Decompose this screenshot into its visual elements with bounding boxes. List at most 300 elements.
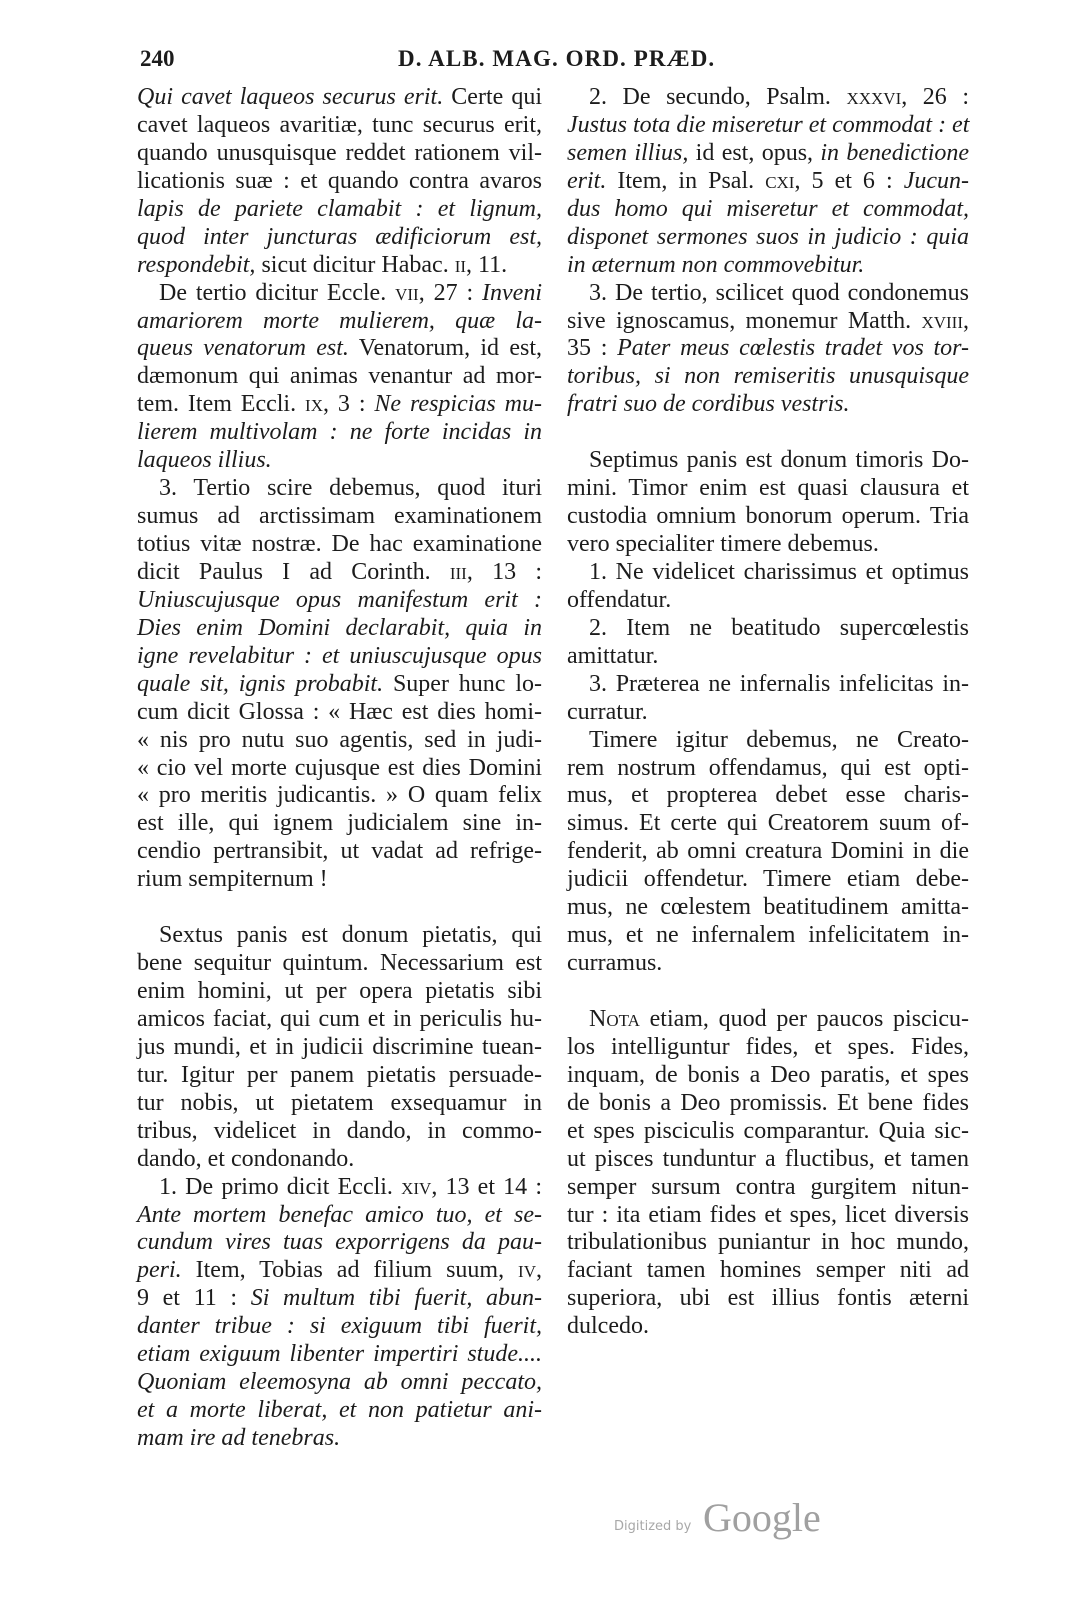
text-line bbox=[137, 1313, 542, 1341]
text-line bbox=[137, 308, 542, 336]
text-line-content bbox=[137, 503, 542, 529]
text-run: 2. De secundo, Psalm. bbox=[589, 84, 847, 110]
text-line-content bbox=[567, 1062, 969, 1088]
paragraph bbox=[567, 447, 969, 559]
text-line-content bbox=[137, 1257, 542, 1283]
italic-text-run: Uniuscujusque opus manifestum erit : bbox=[137, 586, 542, 613]
text-line bbox=[567, 1062, 969, 1090]
right-column bbox=[567, 84, 969, 1341]
paragraph bbox=[567, 727, 969, 978]
text-line-content bbox=[137, 1118, 542, 1144]
text-run: tur. Igitur per panem pietatis persuade- bbox=[137, 1061, 542, 1088]
small-caps-text-run: xxxvi bbox=[846, 84, 902, 110]
text-run: de bonis a Deo promissis. Et bene fides bbox=[567, 1089, 969, 1116]
text-line bbox=[137, 643, 542, 671]
text-line-content bbox=[137, 224, 542, 250]
text-line-content bbox=[567, 1118, 969, 1144]
text-line-content bbox=[137, 196, 542, 222]
text-line-content bbox=[567, 196, 969, 222]
text-line-content bbox=[589, 84, 969, 110]
text-run: curratur. bbox=[567, 698, 648, 725]
text-run: , 5 et 6 : bbox=[794, 167, 904, 194]
text-line bbox=[567, 615, 969, 643]
digitization-watermark bbox=[614, 1495, 844, 1551]
text-run: ut pisces tunduntur a fluctibus, et tamen bbox=[567, 1145, 969, 1172]
italic-text-run: Justus tota die miseretur et commodat : et bbox=[567, 111, 970, 138]
italic-text-run: peri. bbox=[137, 1257, 182, 1284]
text-line-content bbox=[137, 1341, 542, 1367]
text-run: dulcedo. bbox=[567, 1313, 649, 1340]
text-line-content bbox=[137, 84, 542, 110]
text-run: De tertio dicitur Eccle. bbox=[159, 279, 396, 306]
italic-text-run: lierem multivolam : ne forte incidas in bbox=[137, 419, 542, 446]
text-line-content bbox=[137, 1369, 542, 1395]
text-line-content bbox=[137, 1090, 542, 1116]
text-line bbox=[137, 810, 542, 838]
text-line bbox=[137, 1369, 542, 1397]
text-run: id est, opus, bbox=[688, 139, 821, 166]
text-run: licationis suæ : et quando contra avaros bbox=[137, 167, 542, 194]
italic-text-run: toribus, si non remiseritis unusquisque bbox=[567, 363, 969, 390]
text-run: 3. Tertio scire debemus, quod ituri bbox=[159, 475, 542, 502]
text-line-content bbox=[567, 391, 849, 417]
text-run: 3. De tertio, scilicet quod condonemus bbox=[589, 279, 969, 306]
paragraph bbox=[567, 280, 969, 420]
italic-text-run: Inveni bbox=[482, 279, 542, 306]
text-line bbox=[137, 1090, 542, 1118]
text-line-content bbox=[137, 559, 542, 585]
text-run: 1. Ne videlicet charissimus et optimus bbox=[589, 558, 969, 585]
text-line bbox=[567, 1174, 969, 1202]
text-line bbox=[567, 1313, 969, 1341]
text-run: Item, Tobias ad filium suum, bbox=[181, 1257, 519, 1284]
text-line bbox=[137, 1006, 542, 1034]
text-run: totius vitæ nostræ. De hac examinatione bbox=[137, 531, 542, 557]
text-line bbox=[567, 280, 969, 308]
small-caps-text-run: xviii bbox=[921, 307, 963, 334]
text-line-content bbox=[137, 1313, 542, 1339]
text-line-content bbox=[567, 894, 969, 920]
running-title: D. ALB. MAG. ORD. PRÆD. bbox=[398, 46, 716, 71]
text-line-content bbox=[137, 755, 542, 781]
text-run: bene sequitur quintum. Necessarium est bbox=[137, 950, 542, 977]
text-line-content bbox=[137, 168, 542, 194]
text-run: dando, et condonando. bbox=[137, 1145, 355, 1172]
text-run: Timere igitur debemus, ne Creato- bbox=[589, 726, 969, 753]
text-line-content bbox=[589, 727, 969, 753]
text-line bbox=[567, 559, 969, 587]
text-line-content bbox=[137, 1229, 542, 1255]
text-line-content bbox=[589, 1006, 969, 1032]
text-run: etiam, quod per paucos piscicu- bbox=[639, 1005, 969, 1032]
text-line-content bbox=[137, 1146, 354, 1172]
text-line bbox=[137, 391, 542, 419]
text-line-content bbox=[137, 838, 542, 864]
text-run: jus mundi, et in judicii discrimine tuean- bbox=[137, 1033, 542, 1060]
italic-text-run: igne revelabitur : et uniuscujusque opus bbox=[137, 642, 542, 669]
text-line bbox=[137, 280, 542, 308]
text-line-content bbox=[137, 1425, 340, 1451]
text-run: enim homini, ut per opera pietatis sibi bbox=[137, 978, 542, 1004]
italic-text-run: laqueos illius. bbox=[137, 447, 272, 474]
text-line bbox=[567, 1006, 969, 1034]
text-line bbox=[567, 168, 969, 196]
text-line-content bbox=[567, 922, 969, 948]
text-line-content bbox=[567, 363, 969, 389]
text-line bbox=[567, 950, 969, 978]
italic-text-run: Qui cavet laqueos securus erit. bbox=[137, 84, 444, 110]
text-run: Septimus panis est donum timoris Do- bbox=[589, 447, 969, 474]
text-run: cendio pertransibit, ut vadat ad refrige- bbox=[137, 838, 542, 865]
text-line bbox=[567, 587, 969, 615]
text-line bbox=[137, 1285, 542, 1313]
text-run: , 13 : bbox=[466, 558, 542, 585]
text-line-content bbox=[137, 587, 542, 613]
text-line bbox=[137, 838, 542, 866]
text-line bbox=[567, 1285, 969, 1313]
text-line bbox=[137, 224, 542, 252]
italic-text-run: quod inter juncturas ædificiorum est, bbox=[137, 223, 542, 250]
text-section bbox=[567, 447, 969, 978]
text-run: tem. Item Eccli. bbox=[137, 391, 306, 418]
text-line-content bbox=[137, 391, 542, 417]
text-line-content bbox=[137, 419, 542, 445]
text-line-content bbox=[567, 1257, 969, 1283]
italic-text-run: Jucun- bbox=[903, 167, 969, 194]
text-run: Certe qui bbox=[443, 84, 542, 110]
text-run: tribus, videlicet in dando, in commo- bbox=[137, 1117, 542, 1144]
text-run: , 13 et 14 : bbox=[431, 1173, 542, 1200]
text-line bbox=[567, 363, 969, 391]
text-line-content bbox=[567, 838, 969, 864]
paragraph bbox=[567, 84, 969, 280]
text-section bbox=[137, 84, 542, 894]
small-caps-text-run: cxi bbox=[765, 167, 795, 194]
italic-text-run: et a morte liberat, et non patietur ani- bbox=[137, 1397, 542, 1424]
text-run: tribulationibus puniantur in hoc mundo, bbox=[567, 1229, 969, 1256]
paragraph bbox=[137, 475, 542, 894]
text-line-content bbox=[567, 168, 969, 194]
text-run: custodia omnium bonorum operum. Tria bbox=[567, 503, 969, 530]
text-line bbox=[137, 755, 542, 783]
text-line-content bbox=[567, 1313, 649, 1339]
text-line bbox=[137, 447, 542, 475]
text-line-content bbox=[567, 335, 969, 361]
italic-text-run: amariorem morte mulierem, quæ la- bbox=[137, 307, 542, 334]
text-run: judicii offendetur. Timere etiam debe- bbox=[567, 866, 969, 893]
text-section bbox=[567, 84, 969, 419]
text-run: superiora, ubi est illius fontis æterni bbox=[567, 1285, 969, 1312]
text-line bbox=[567, 252, 969, 280]
text-line bbox=[567, 1090, 969, 1118]
text-line-content bbox=[567, 1285, 969, 1311]
text-run: Venatorum, id est, bbox=[348, 335, 543, 362]
text-line bbox=[137, 475, 542, 503]
text-run: amicos faciat, qui cum et in periculis hu- bbox=[137, 1005, 542, 1032]
text-line-content bbox=[567, 224, 969, 250]
text-line bbox=[137, 503, 542, 531]
text-line bbox=[567, 475, 969, 503]
italic-text-run: Dies enim Domini declarabit, quia in bbox=[137, 614, 542, 641]
text-line-content bbox=[137, 1397, 542, 1423]
text-run: , 3 : bbox=[322, 391, 375, 418]
text-line-content bbox=[567, 308, 969, 334]
italic-text-run: semen illius, bbox=[567, 139, 689, 166]
text-line-content bbox=[137, 866, 328, 892]
text-line-content bbox=[567, 1034, 969, 1060]
paragraph bbox=[137, 84, 542, 280]
text-line-content bbox=[567, 1146, 969, 1172]
text-section bbox=[567, 1006, 969, 1341]
text-run: cum dicit Glossa : « Hæc est dies homi- bbox=[137, 698, 542, 725]
small-caps-text-run: Nota bbox=[589, 1005, 640, 1032]
text-line bbox=[567, 922, 969, 950]
text-run: , 27 : bbox=[418, 279, 483, 306]
text-run: mus, ne cœlestem beatitudinem amitta- bbox=[567, 894, 969, 921]
text-line bbox=[137, 112, 542, 140]
text-line bbox=[137, 1202, 542, 1230]
italic-text-run: Quoniam eleemosyna ab omni peccato, bbox=[137, 1369, 542, 1396]
italic-text-run: erit. bbox=[567, 167, 607, 194]
italic-text-run: mam ire ad tenebras. bbox=[137, 1425, 341, 1451]
text-line-content bbox=[567, 503, 969, 529]
italic-text-run: lapis de pariete clamabit : et lignum, bbox=[137, 195, 542, 222]
text-run: faciant tamen homines semper niti ad bbox=[567, 1257, 969, 1284]
italic-text-run: Ne respicias mu- bbox=[374, 391, 542, 418]
text-line bbox=[137, 1425, 542, 1453]
paragraph bbox=[567, 1006, 969, 1341]
text-line-content bbox=[589, 559, 969, 585]
text-line bbox=[137, 671, 542, 699]
text-run: sumus ad arctissimam examinationem bbox=[137, 503, 542, 530]
text-line bbox=[567, 894, 969, 922]
text-line bbox=[137, 615, 542, 643]
watermark-prefix: Digitized by bbox=[614, 1519, 692, 1534]
page-number: 240 bbox=[140, 46, 175, 71]
text-line bbox=[137, 866, 542, 894]
text-line bbox=[137, 1034, 542, 1062]
text-line bbox=[137, 168, 542, 196]
text-line bbox=[567, 447, 969, 475]
text-run: « pro meritis judicantis. » O quam felix bbox=[137, 782, 542, 809]
text-line-content bbox=[567, 475, 969, 501]
text-run: inquam, de bonis a Deo paratis, et spes bbox=[567, 1061, 969, 1088]
text-run: tur nobis, ut pietatem exsequamur in bbox=[137, 1089, 542, 1116]
text-line-content bbox=[567, 643, 658, 669]
text-line-content bbox=[137, 1062, 542, 1088]
text-line bbox=[567, 84, 969, 112]
text-line-content bbox=[567, 755, 969, 781]
text-line bbox=[567, 196, 969, 224]
text-run: los intelliguntur fides, et spes. Fides, bbox=[567, 1033, 969, 1060]
italic-text-run: queus venatorum est. bbox=[137, 335, 349, 362]
text-line bbox=[137, 252, 542, 280]
text-line bbox=[137, 1257, 542, 1285]
text-line-content bbox=[159, 475, 542, 501]
text-line-content bbox=[567, 252, 864, 278]
text-line-content bbox=[137, 727, 542, 753]
text-line bbox=[137, 1229, 542, 1257]
text-line-content bbox=[567, 587, 671, 613]
text-line-content bbox=[137, 1006, 542, 1032]
text-run: simus. Et certe qui Creatorem suum of- bbox=[567, 810, 969, 837]
text-line bbox=[567, 866, 969, 894]
google-logo: Google bbox=[703, 1495, 821, 1540]
text-line-content bbox=[567, 950, 662, 976]
text-run: 3. Præterea ne infernalis infelicitas in- bbox=[589, 670, 969, 697]
text-line bbox=[567, 308, 969, 336]
text-run: rium sempiternum ! bbox=[137, 866, 328, 893]
text-line bbox=[567, 782, 969, 810]
text-run: curramus. bbox=[567, 950, 663, 977]
text-line-content bbox=[137, 950, 542, 976]
text-line bbox=[137, 727, 542, 755]
small-caps-text-run: vii bbox=[395, 279, 419, 306]
text-line bbox=[137, 140, 542, 168]
text-run: , bbox=[536, 1257, 542, 1284]
text-line bbox=[137, 419, 542, 447]
text-line bbox=[567, 1202, 969, 1230]
text-line bbox=[567, 810, 969, 838]
text-line bbox=[567, 699, 969, 727]
text-line bbox=[567, 643, 969, 671]
text-line bbox=[567, 1034, 969, 1062]
text-line bbox=[137, 699, 542, 727]
text-run: 9 et 11 : bbox=[137, 1285, 251, 1312]
small-caps-text-run: iii bbox=[449, 558, 467, 585]
small-caps-text-run: iv bbox=[518, 1257, 536, 1284]
text-line bbox=[137, 1062, 542, 1090]
italic-text-run: in benedictione bbox=[820, 139, 970, 166]
text-line bbox=[567, 503, 969, 531]
text-section bbox=[137, 922, 542, 1453]
text-line-content bbox=[567, 810, 969, 836]
text-line-content bbox=[159, 1174, 542, 1200]
text-line bbox=[137, 531, 542, 559]
text-line-content bbox=[159, 280, 542, 306]
text-run: 2. Item ne beatitudo supercœlestis bbox=[589, 614, 969, 641]
text-line bbox=[567, 531, 969, 559]
text-run: mus, et ne infernalem infelicitatem in- bbox=[567, 922, 969, 949]
text-line bbox=[137, 1397, 542, 1425]
text-line-content bbox=[137, 699, 542, 725]
small-caps-text-run: xiv bbox=[401, 1173, 432, 1200]
text-run: « nis pro nutu suo agentis, sed in judi- bbox=[137, 726, 542, 753]
text-line-content bbox=[137, 531, 542, 557]
text-run: fenderit, ab omni creatura Domini in die bbox=[567, 838, 969, 865]
text-line bbox=[137, 587, 542, 615]
text-line-content bbox=[567, 866, 969, 892]
text-line-content bbox=[137, 1034, 542, 1060]
italic-text-run: quale sit, ignis probabit. bbox=[137, 670, 384, 697]
text-run: quando unusquisque reddet rationem vil- bbox=[137, 139, 542, 166]
text-line-content bbox=[567, 531, 879, 557]
text-line bbox=[567, 755, 969, 783]
text-run: Item, in Psal. bbox=[606, 167, 766, 194]
italic-text-run: danter tribue : si exiguum tibi fuerit, bbox=[137, 1313, 542, 1340]
paragraph bbox=[137, 1174, 542, 1453]
text-line bbox=[567, 335, 969, 363]
text-run: dæmonum qui animas venantur ad mor- bbox=[137, 363, 542, 390]
small-caps-text-run: ii bbox=[454, 251, 467, 278]
small-caps-text-run: ix bbox=[305, 391, 323, 418]
text-line bbox=[567, 671, 969, 699]
text-line bbox=[567, 838, 969, 866]
text-line bbox=[567, 1257, 969, 1285]
text-run: vero specialiter timere debemus. bbox=[567, 531, 879, 557]
text-line bbox=[567, 1118, 969, 1146]
text-run: , 11. bbox=[466, 251, 508, 278]
italic-text-run: Pater meus cœlestis tradet vos tor- bbox=[617, 335, 970, 362]
text-line-content bbox=[567, 1202, 969, 1228]
text-run: offendatur. bbox=[567, 586, 672, 613]
text-run: cavet laqueos avaritiæ, tunc securus erit, bbox=[137, 111, 542, 138]
italic-text-run: cundum vires tuas exporrigens da pau- bbox=[137, 1229, 542, 1256]
text-line bbox=[137, 1146, 542, 1174]
text-line bbox=[567, 140, 969, 168]
text-run: semper sursum contra gurgitem nitun- bbox=[567, 1173, 969, 1200]
paragraph bbox=[137, 922, 542, 1173]
text-line bbox=[137, 950, 542, 978]
text-line bbox=[137, 1118, 542, 1146]
paragraph bbox=[567, 559, 969, 615]
text-line bbox=[567, 224, 969, 252]
text-line bbox=[567, 727, 969, 755]
italic-text-run: disponet sermones suos in judicio : quia bbox=[567, 223, 969, 250]
text-line bbox=[137, 84, 542, 112]
text-line-content bbox=[137, 671, 542, 697]
text-line bbox=[137, 363, 542, 391]
text-run: Super hunc lo- bbox=[383, 670, 542, 697]
text-run: sicut dicitur Habac. bbox=[255, 251, 455, 278]
text-run: sive ignoscamus, monemur Matth. bbox=[567, 307, 922, 334]
text-line bbox=[567, 1229, 969, 1257]
italic-text-run: fratri suo de cordibus vestris. bbox=[567, 391, 850, 418]
paragraph bbox=[567, 615, 969, 671]
text-line bbox=[567, 391, 969, 419]
text-line-content bbox=[137, 810, 542, 836]
text-run: dicit Paulus I ad Corinth. bbox=[137, 558, 450, 585]
text-line bbox=[567, 1146, 969, 1174]
text-run: mus, et propterea debet esse charis- bbox=[567, 782, 969, 809]
text-line-content bbox=[159, 922, 542, 948]
text-line-content bbox=[137, 335, 542, 361]
text-line-content bbox=[137, 615, 542, 641]
text-line bbox=[137, 559, 542, 587]
text-line-content bbox=[137, 112, 542, 138]
text-line bbox=[137, 1341, 542, 1369]
italic-text-run: respondebit, bbox=[137, 251, 256, 278]
text-line-content bbox=[589, 615, 969, 641]
text-line-content bbox=[137, 308, 542, 334]
left-column bbox=[137, 84, 542, 1453]
text-run: « cio vel morte cujusque est dies Domini bbox=[137, 754, 542, 781]
paragraph bbox=[137, 280, 542, 476]
text-line-content bbox=[137, 447, 272, 473]
text-line-content bbox=[589, 447, 969, 473]
text-line-content bbox=[137, 782, 542, 808]
text-line-content bbox=[567, 112, 969, 138]
text-run: 1. De primo dicit Eccli. bbox=[159, 1173, 402, 1200]
text-line bbox=[137, 335, 542, 363]
text-line bbox=[137, 1174, 542, 1202]
text-run: Sextus panis est donum pietatis, qui bbox=[159, 922, 542, 949]
text-line bbox=[137, 922, 542, 950]
text-run: est ille, qui ignem judicialem sine in- bbox=[137, 810, 542, 837]
text-line-content bbox=[137, 252, 507, 278]
text-line-content bbox=[567, 1174, 969, 1200]
text-line bbox=[137, 196, 542, 224]
